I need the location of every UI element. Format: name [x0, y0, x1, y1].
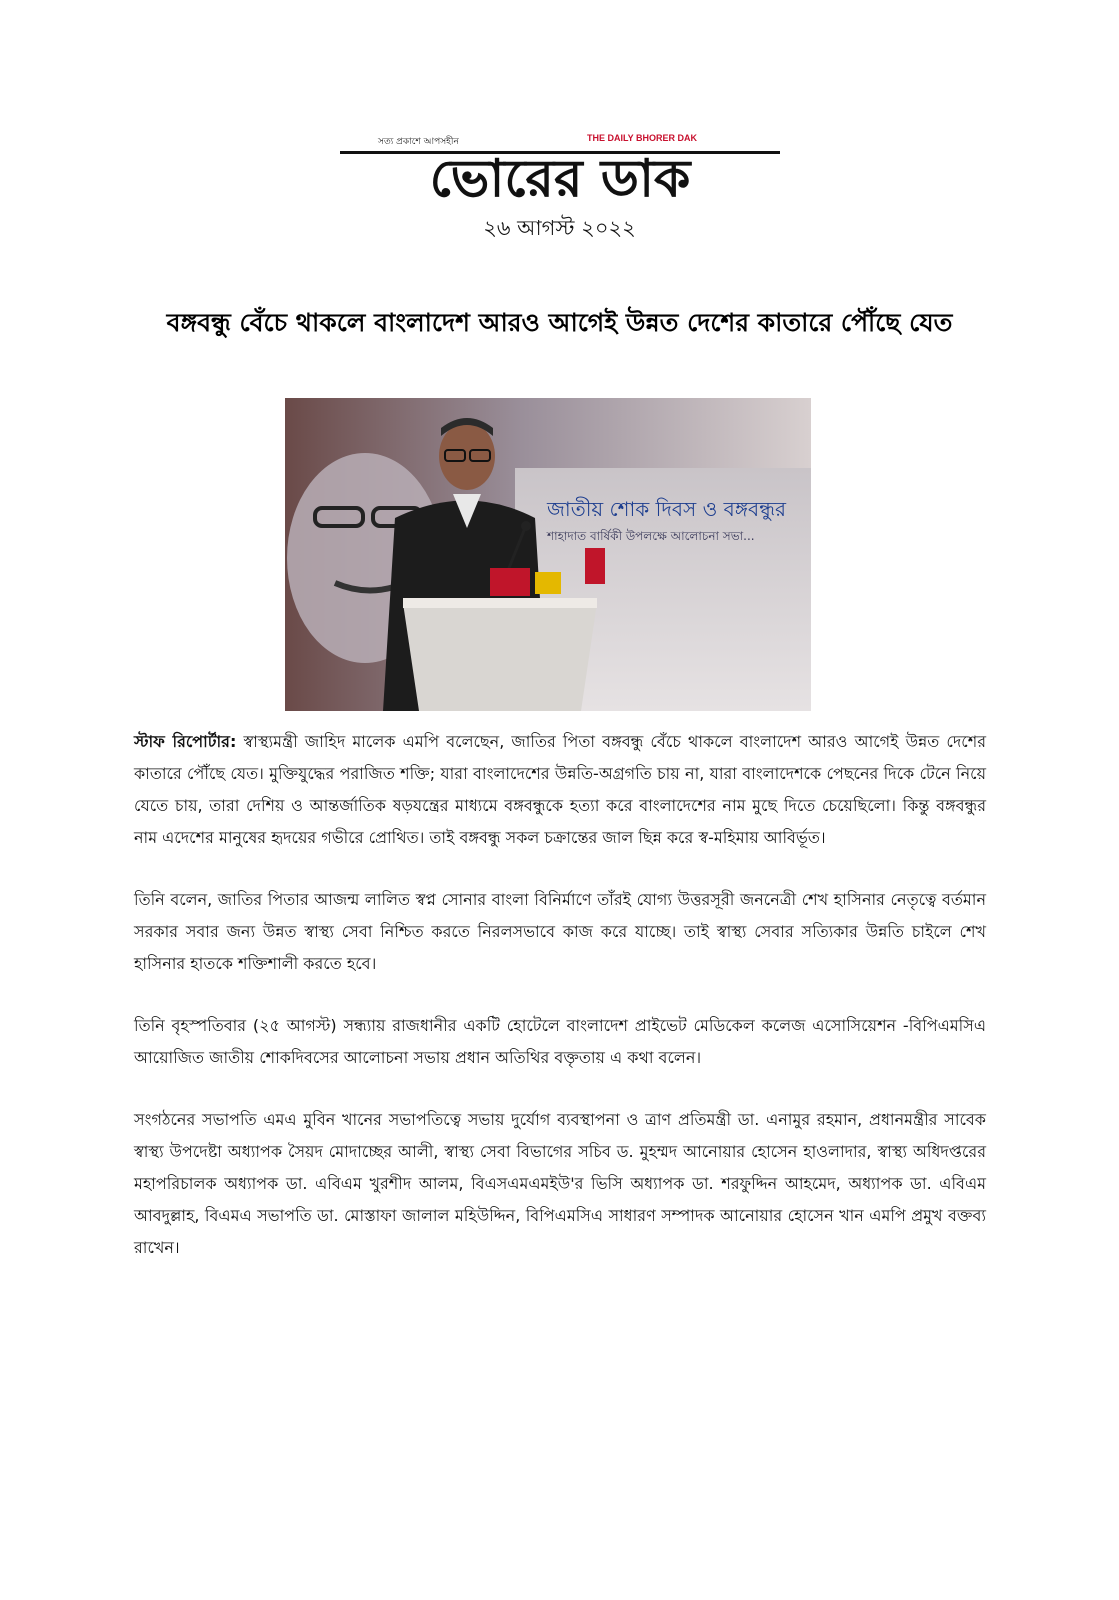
newspaper-logo [340, 146, 780, 202]
microphone-cluster [490, 568, 530, 596]
byline: স্টাফ রিপোর্টার: [134, 732, 237, 751]
article-photo [285, 398, 811, 711]
article-paragraph-4: সংগঠনের সভাপতি এমএ মুবিন খানের সভাপতিত্বে সভায় দুর্যোগ ব্যবস্থাপনা ও ত্রাণ প্রতিমন্ত্রী ডা. এনামুর রহমান, প্রধানমন্ত্রীর সাবেক স্বাস্থ্য উপদেষ্টা অধ্যাপক সৈয়দ মোদাচ্ছের আলী, স্বাস্থ্য সেবা বিভাগের সচিব ড. মুহম্মদ আনোয়ার হোসেন হাওলাদার, স্বাস্থ্য অধিদপ্তরের মহাপরিচালক অধ্যাপক ডা. এবিএম খুরশীদ আলম, বিএসএমএমইউ'র ভিসি অধ্যাপক ডা. শরফুদ্দিন আহমেদ, অধ্যাপক ডা. এবিএম আবদুল্লাহ, বিএমএ সভাপতি ডা. মোস্তাফা জালাল মহিউদ্দিন, বিপিএমসিএ সাধারণ সম্পাদক আনোয়ার হোসেন খান এমপি প্রমুখ বক্তব্য রাখেন। [134, 1110, 986, 1257]
masthead-english-name: THE DAILY BHORER DAK [587, 133, 698, 143]
masthead [0, 128, 1119, 248]
article-headline: বঙ্গবন্ধু বেঁচে থাকলে বাংলাদেশ আরও আগেই উন্নত দেশের কাতারে পৌঁছে যেত [166, 307, 953, 337]
article-paragraph-1 [134, 726, 986, 854]
logo-wordmark: ভোরের ডাক [429, 149, 691, 202]
article-body [134, 726, 986, 1294]
podium [403, 603, 597, 711]
banner-text-line2: শাহাদাত বার্ষিকী উপলক্ষে আলোচনা সভা... [547, 529, 755, 543]
banner-text-line1: জাতীয় শোক দিবস ও বঙ্গবন্ধুর [547, 497, 787, 521]
paragraph-1-text: স্বাস্থ্যমন্ত্রী জাহিদ মালেক এমপি বলেছেন, জাতির পিতা বঙ্গবন্ধু বেঁচে থাকলে বাংলাদেশ আরও আগেই উন্নত দেশের কাতারে পৌঁছে যেত। মুক্তিযুদ্ধের পরাজিত শক্তি; যারা বাংলাদেশের উন্নতি-অগ্রগতি চায় না, যারা বাংলাদেশকে পেছনের দিকে টেনে নিয়ে যেতে চায়, তারা দেশিয় ও আন্তর্জাতিক ষড়যন্ত্রের মাধ্যমে বঙ্গবন্ধুকে হত্যা করে বাংলাদেশের নাম মুছে দিতে চেয়েছিলো। কিন্তু বঙ্গবন্ধুর নাম এদেশের মানুষের হৃদয়ের গভীরে প্রোথিত। তাই বঙ্গবন্ধু সকল চক্রান্তের জাল ছিন্ন করে স্ব-মহিমায় আবির্ভূত। [134, 732, 987, 847]
publication-date: ২৬ আগস্ট ২০২২ [483, 216, 636, 240]
article-paragraph-3: তিনি বৃহস্পতিবার (২৫ আগস্ট) সন্ধ্যায় রাজধানীর একটি হোটেলে বাংলাদেশ প্রাইভেট মেডিকেল কলেজ এসোসিয়েশন -বিপিএমসিএ আয়োজিত জাতীয় শোকদিবসের আলোচনা সভায় প্রধান অতিথির বক্তৃতায় এ কথা বলেন। [134, 1016, 986, 1067]
masthead-tagline: সত্য প্রকাশে আপসহীন [378, 137, 459, 147]
article-paragraph-2: তিনি বলেন, জাতির পিতার আজন্ম লালিত স্বপ্ন সোনার বাংলা বিনির্মাণে তাঁরই যোগ্য উত্তরসূরী জননেত্রী শেখ হাসিনার নেতৃত্বে বর্তমান সরকার সবার জন্য উন্নত স্বাস্থ্য সেবা নিশ্চিত করতে নিরলসভাবে কাজ করে যাচ্ছে। তাই স্বাস্থ্য সেবার সত্যিকার উন্নতি চাইলে শেখ হাসিনার হাতকে শক্তিশালী করতে হবে। [134, 890, 986, 973]
speaker-head [439, 422, 495, 490]
